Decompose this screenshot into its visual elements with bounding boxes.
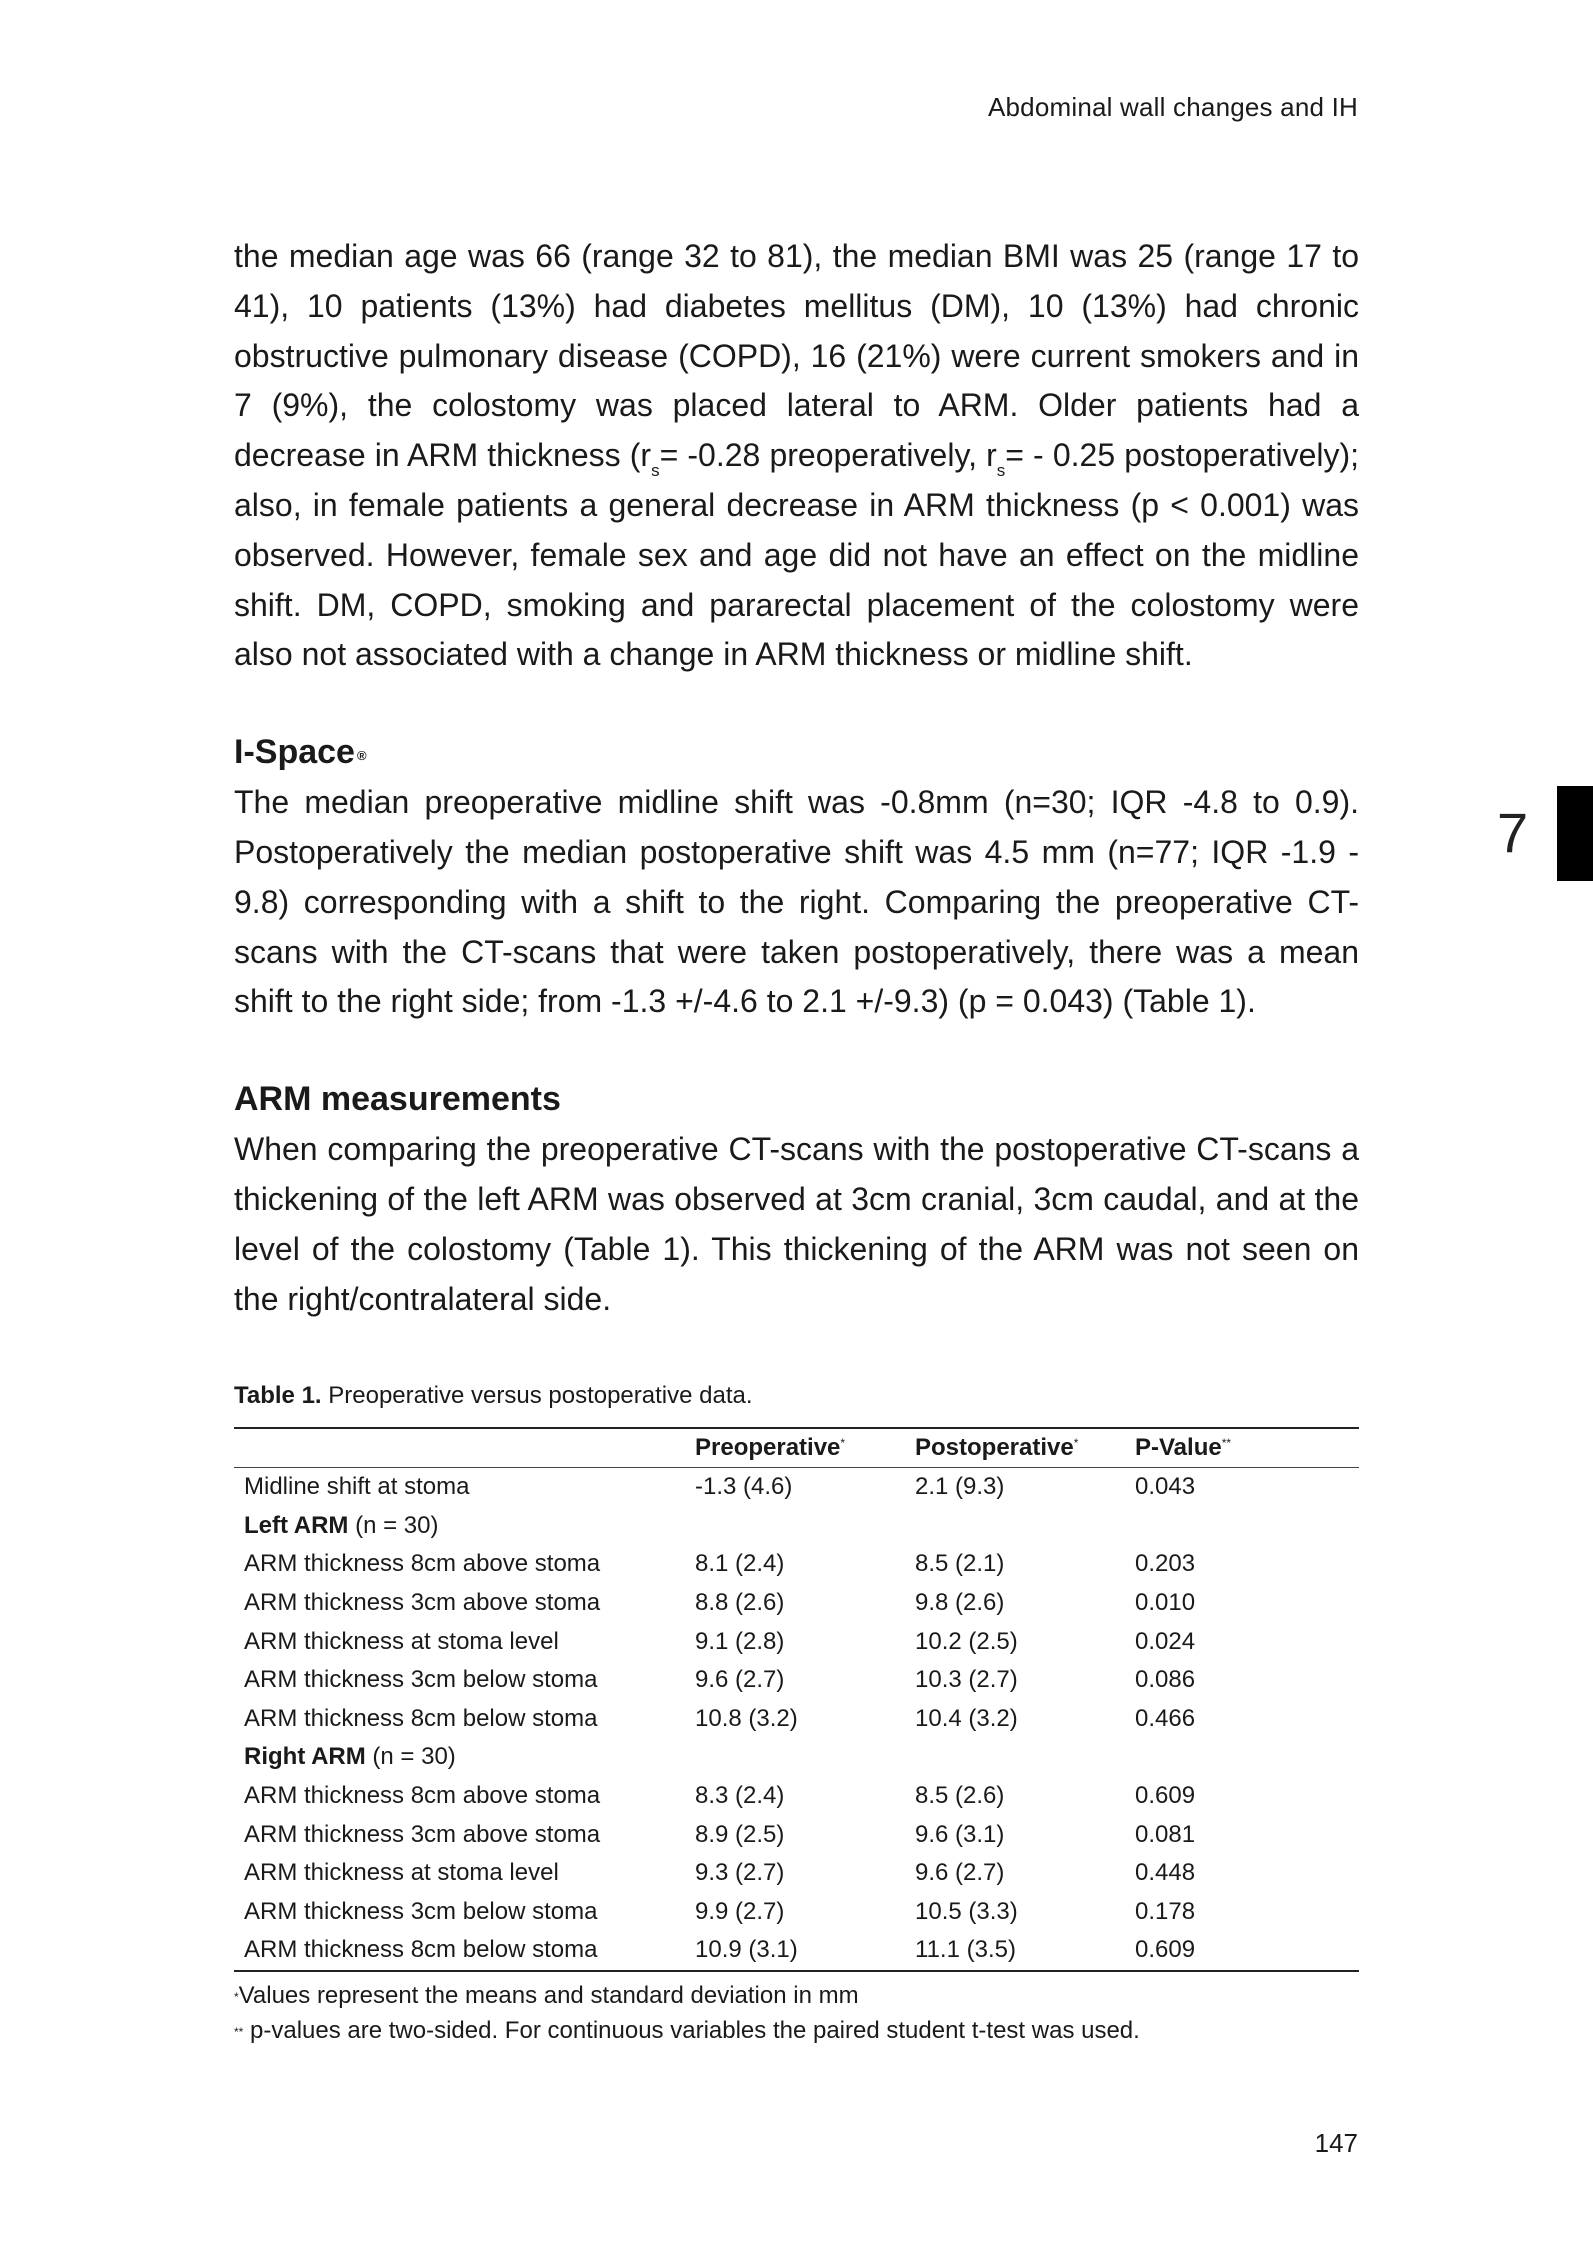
table-row — [234, 1545, 1359, 1584]
row-pvalue: 0.466 — [1135, 1704, 1196, 1732]
row-label: ARM thickness 3cm above stoma — [244, 1820, 601, 1848]
table-caption-text: Preoperative versus postoperative data. — [328, 1382, 753, 1409]
table-row — [234, 1931, 1359, 1971]
group-name: Right ARM — [244, 1743, 366, 1771]
row-postoperative: 10.3 (2.7) — [915, 1666, 1018, 1694]
row-label: ARM thickness 3cm below stoma — [244, 1897, 598, 1925]
footnote-2-mark: ** — [234, 2025, 244, 2039]
table-group-row — [234, 1507, 1359, 1546]
intro-text-part2: = -0.28 preoperatively, r — [659, 437, 997, 474]
row-label: ARM thickness 8cm below stoma — [244, 1704, 598, 1732]
row-postoperative: 8.5 (2.6) — [915, 1782, 1005, 1810]
subscript-s: s — [651, 461, 660, 481]
row-preoperative: -1.3 (4.6) — [695, 1473, 793, 1501]
header-pvalue-text: P-Value — [1135, 1434, 1222, 1461]
row-label: ARM thickness 3cm below stoma — [244, 1666, 598, 1694]
header-pvalue-mark: ** — [1221, 1436, 1232, 1450]
row-preoperative: 9.6 (2.7) — [695, 1666, 785, 1694]
header-postoperative-mark: * — [1073, 1436, 1079, 1450]
row-pvalue: 0.043 — [1135, 1473, 1196, 1501]
row-preoperative: 10.9 (3.1) — [685, 1931, 905, 1971]
group-count: (n = 30) — [348, 1511, 439, 1539]
table-header-row — [234, 1428, 1359, 1468]
group-label — [234, 1738, 685, 1777]
ispace-heading-text: I-Space — [234, 733, 355, 772]
data-table — [234, 1427, 1359, 1972]
row-preoperative: 8.1 (2.4) — [695, 1550, 785, 1578]
table-row — [234, 1661, 1359, 1700]
row-preoperative: 8.9 (2.5) — [695, 1820, 785, 1848]
row-postoperative: 10.4 (3.2) — [915, 1704, 1018, 1732]
arm-heading: ARM measurements — [234, 1080, 561, 1119]
table-footnotes — [234, 1978, 1140, 2048]
header-preoperative — [685, 1428, 905, 1468]
header-preoperative-text: Preoperative — [695, 1434, 841, 1461]
row-preoperative: 9.9 (2.7) — [695, 1897, 785, 1925]
main-content — [234, 232, 1359, 1324]
row-pvalue: 0.178 — [1135, 1897, 1196, 1925]
table-row — [234, 1893, 1359, 1932]
row-postoperative: 10.2 (2.5) — [915, 1627, 1018, 1655]
row-label: Midline shift at stoma — [244, 1473, 470, 1501]
chapter-tab-marker — [1557, 786, 1593, 881]
row-postoperative: 8.5 (2.1) — [915, 1550, 1005, 1578]
header-postoperative — [905, 1428, 1125, 1468]
row-pvalue: 0.086 — [1135, 1666, 1196, 1694]
table-group-row — [234, 1738, 1359, 1777]
row-postoperative: 9.8 (2.6) — [915, 1589, 1005, 1617]
row-preoperative: 8.8 (2.6) — [695, 1589, 785, 1617]
row-label: ARM thickness 3cm above stoma — [244, 1589, 601, 1617]
chapter-number: 7 — [1497, 801, 1529, 864]
table-row — [234, 1700, 1359, 1739]
row-preoperative: 9.3 (2.7) — [695, 1859, 785, 1887]
table-row — [234, 1815, 1359, 1854]
row-label: ARM thickness at stoma level — [244, 1627, 559, 1655]
group-count: (n = 30) — [365, 1743, 456, 1771]
arm-paragraph: When comparing the preoperative CT-scans with the postoperative CT-scans a thickening of the left ARM was observed at 3cm cranial, 3cm caudal, and at the level of the colostomy (Table 1). This thickening of the ARM was not seen on the right/contralateral side. — [234, 1131, 1359, 1317]
row-postoperative: 9.6 (3.1) — [915, 1820, 1005, 1848]
ispace-heading — [234, 726, 1359, 778]
running-header: Abdominal wall changes and IH — [987, 92, 1358, 122]
group-label — [234, 1507, 685, 1546]
header-postoperative-text: Postoperative — [915, 1434, 1074, 1461]
footnote-1-text: Values represent the means and standard deviation in mm — [238, 1982, 859, 2009]
row-pvalue: 0.024 — [1135, 1627, 1196, 1655]
header-pvalue — [1125, 1428, 1359, 1468]
row-pvalue: 0.203 — [1135, 1550, 1196, 1578]
row-label: ARM thickness 8cm above stoma — [244, 1782, 601, 1810]
page-number: 147 — [1314, 2128, 1358, 2158]
header-label — [234, 1428, 685, 1468]
table-row — [234, 1468, 1359, 1507]
table-row — [234, 1584, 1359, 1623]
row-pvalue: 0.609 — [1125, 1931, 1359, 1971]
row-pvalue: 0.448 — [1135, 1859, 1196, 1887]
row-postoperative: 9.6 (2.7) — [915, 1859, 1005, 1887]
footnote-2-text: p-values are two-sided. For continuous variables the paired student t-test was used. — [250, 2017, 1140, 2044]
intro-text-part1: the median age was 66 (range 32 to 81), the median BMI was 25 (range 17 to 41), 10 patients (13%) had diabetes mellitus (DM), 10 (13%) had chronic obstructive pulmonary disease (COPD), 16 (21%) were current smokers and in 7 (9%), the colostomy was placed lateral to ARM. Older patients had a decrease in ARM thickness (r — [234, 238, 1359, 474]
row-postoperative: 2.1 (9.3) — [915, 1473, 1005, 1501]
table-caption-label: Table 1. — [234, 1382, 322, 1409]
group-name: Left ARM — [244, 1511, 349, 1539]
registered-mark: ® — [356, 748, 367, 764]
intro-paragraph — [234, 232, 1359, 680]
subscript-s: s — [996, 461, 1006, 481]
row-pvalue: 0.609 — [1135, 1782, 1196, 1810]
table-row — [234, 1854, 1359, 1893]
footnote-1 — [234, 1978, 1140, 2013]
ispace-paragraph: The median preoperative midline shift was -0.8mm (n=30; IQR -4.8 to 0.9). Postoperatively the median postoperative shift was 4.5 mm (n=77; IQR -1.9 - 9.8) corresponding with a shift to the right. Comparing the preoperative CT-scans with the CT-scans that were taken postoperatively, there was a mean shift to the right side; from -1.3 +/-4.6 to 2.1 +/-9.3) (p = 0.043) (Table 1). — [234, 784, 1359, 1020]
row-label: ARM thickness at stoma level — [244, 1859, 559, 1887]
table-row — [234, 1622, 1359, 1661]
row-preoperative: 8.3 (2.4) — [695, 1782, 785, 1810]
row-label: ARM thickness 8cm above stoma — [244, 1550, 601, 1578]
row-preoperative: 10.8 (3.2) — [695, 1704, 798, 1732]
table-row — [234, 1777, 1359, 1816]
row-postoperative: 10.5 (3.3) — [915, 1897, 1018, 1925]
row-label: ARM thickness 8cm below stoma — [234, 1931, 685, 1971]
header-preoperative-mark: * — [840, 1436, 846, 1450]
intro-text-part3: = - 0.25 postoperatively); also, in female patients a general decrease in ARM thickness (p < 0.001) was observed. However, female sex and age did not have an effect on the midline shift. DM, COPD, smoking and pararectal placement of the colostomy were also not associated with a change in ARM thickness or midline shift. — [234, 437, 1360, 673]
footnote-1-mark: * — [234, 1990, 239, 2004]
footnote-2 — [234, 2013, 1140, 2048]
row-pvalue: 0.081 — [1135, 1820, 1196, 1848]
table-caption — [234, 1382, 753, 1410]
row-postoperative: 11.1 (3.5) — [905, 1931, 1125, 1971]
row-preoperative: 9.1 (2.8) — [695, 1627, 785, 1655]
row-pvalue: 0.010 — [1135, 1589, 1196, 1617]
